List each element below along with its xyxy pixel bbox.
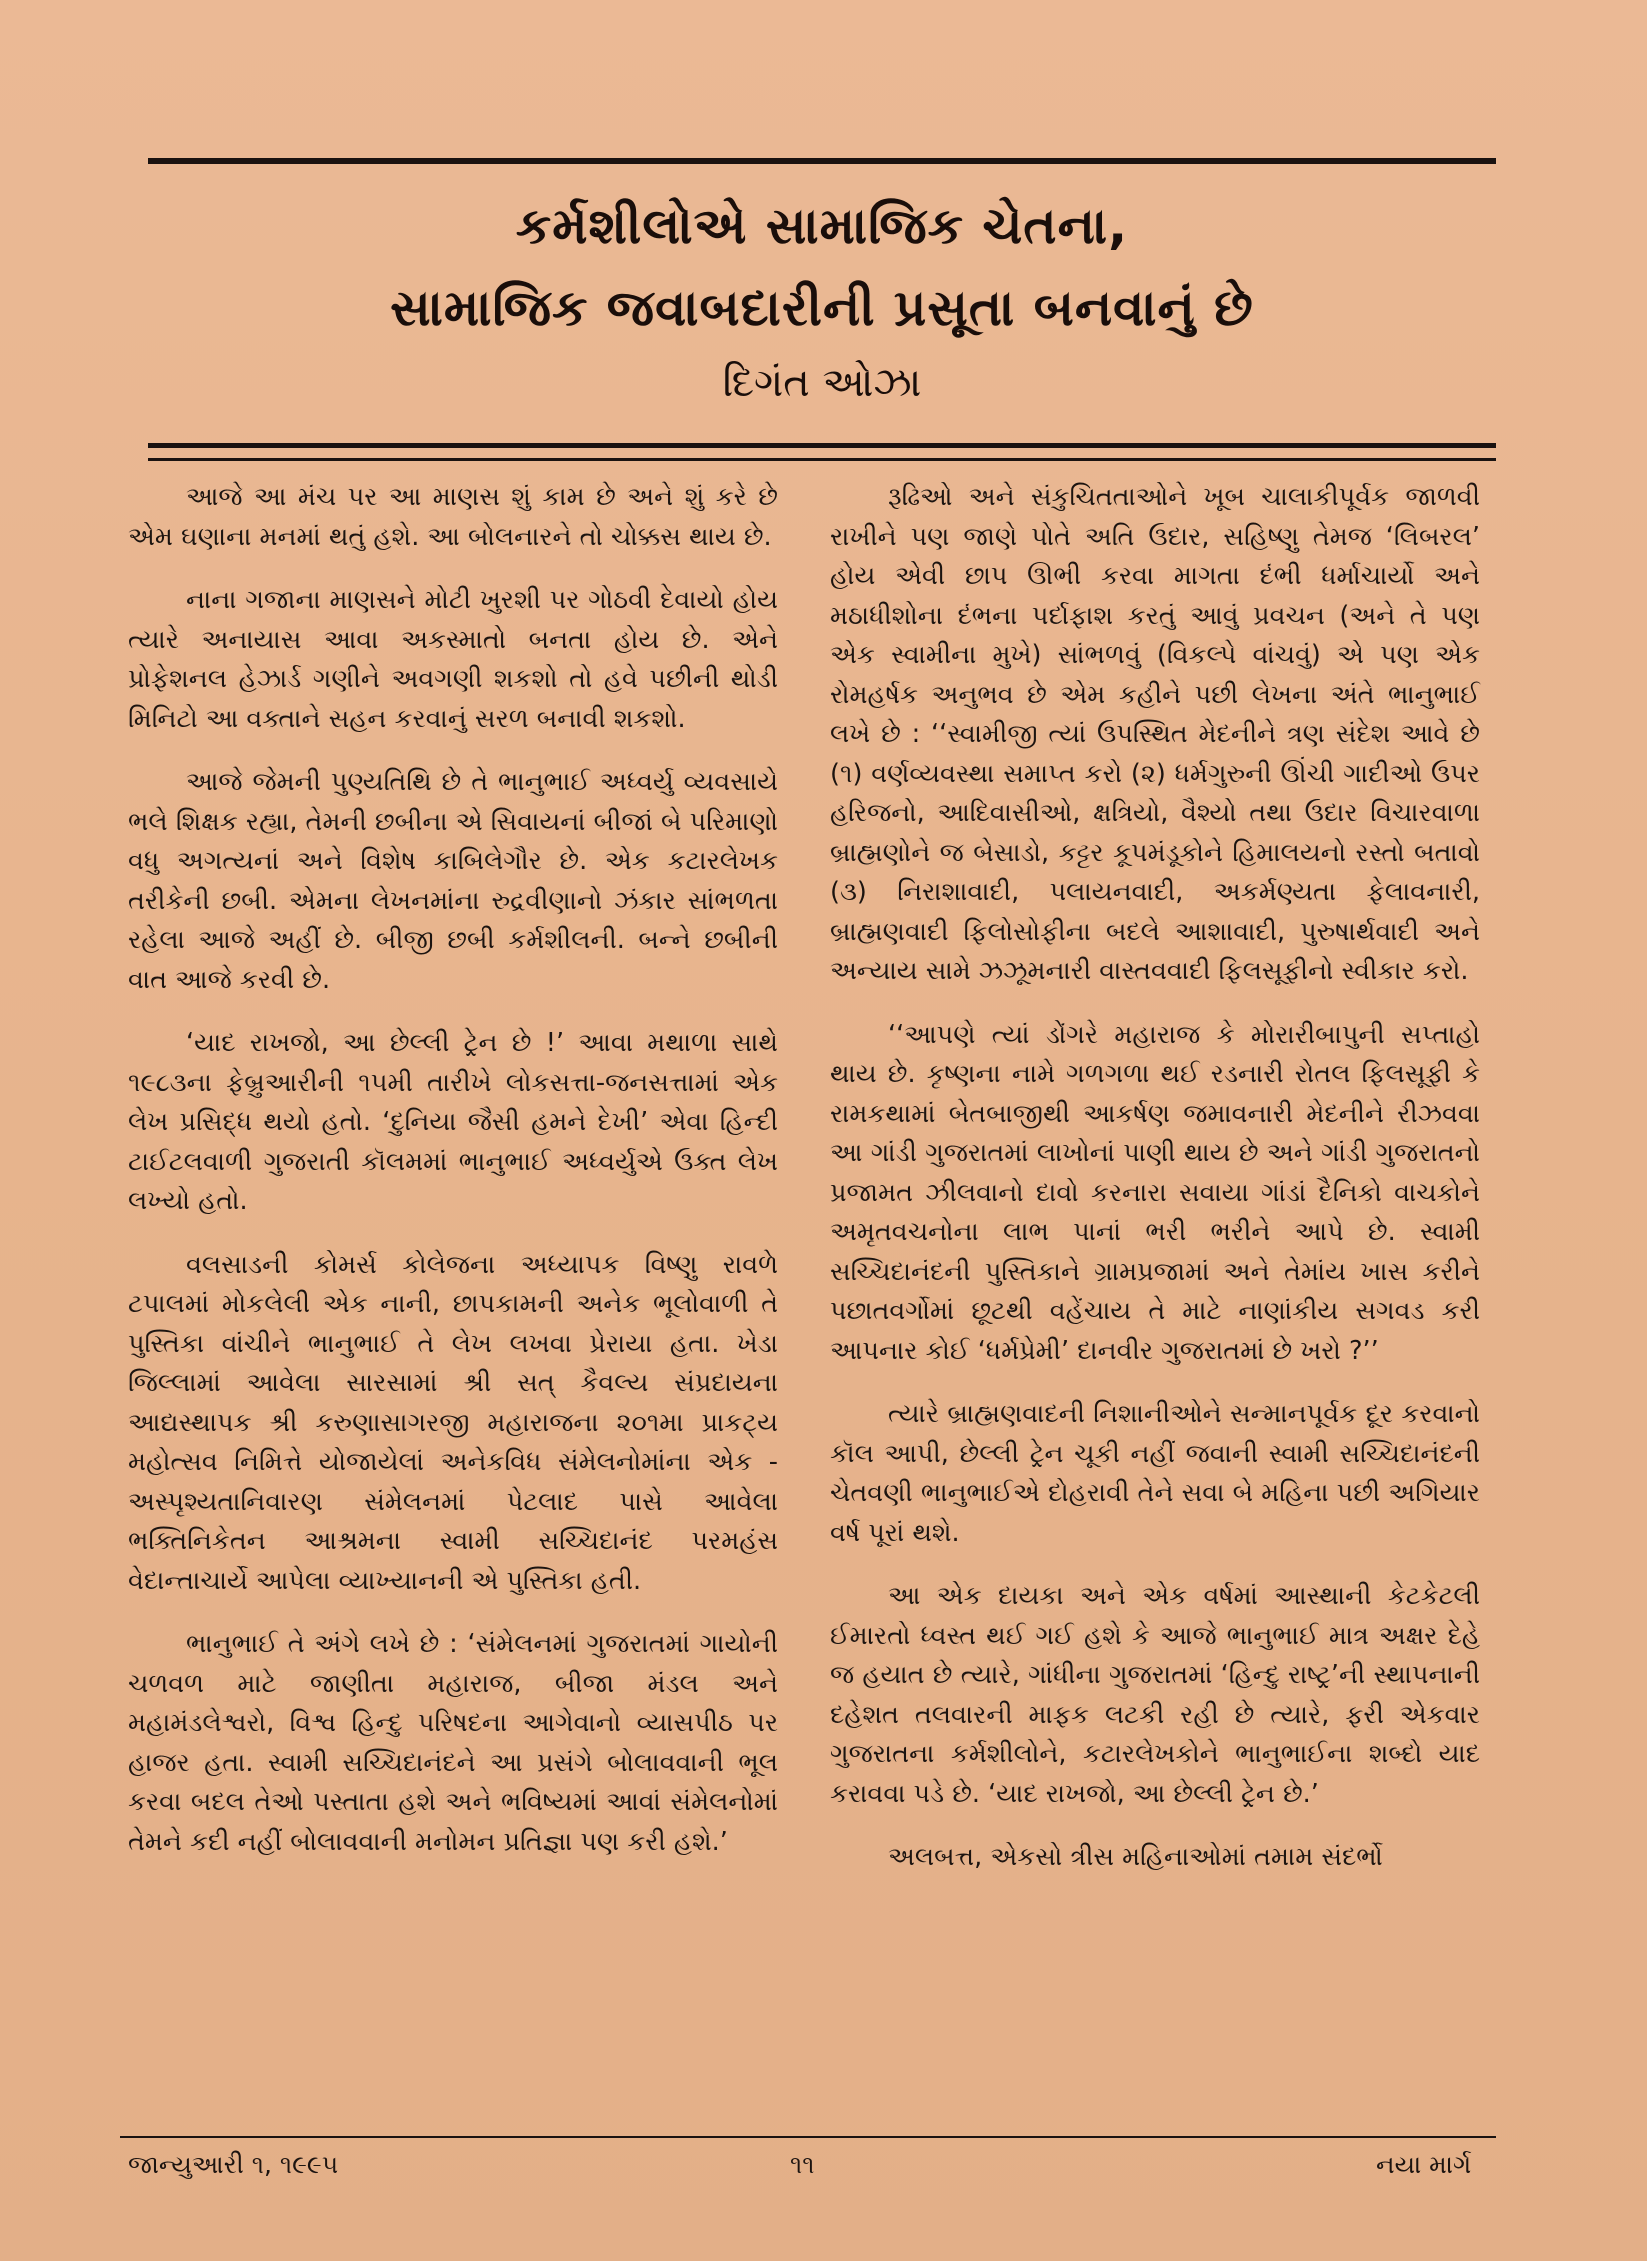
article-header [148,185,1496,413]
article-title-line-2: સામાજિક જવાબદારીની પ્રસૂતા બનવાનું છે [390,279,1254,337]
header-rule-thin [148,458,1496,461]
header-rule-thick [148,443,1496,448]
paragraph: ત્યારે બ્રાહ્મણવાદની નિશાનીઓને સન્માનપૂર્વક દૂર કરવાનો કૉલ આપી, છેલ્લી ટ્રેન ચૂકી નહીં જવાની સ્વામી સચ્ચિદાનંદની ચેતવણી ભાનુભાઈએ દોહરાવી તેને સવા બે મહિના પછી અગિયાર વર્ષ પૂરાં થશે. [830,1399,1480,1548]
article-author: દિગંત ઓઝા [722,360,922,406]
paragraph: આજે આ મંચ પર આ માણસ શું કામ છે અને શું કરે છે એમ ઘણાના મનમાં થતું હશે. આ બોલનારને તો ચોક્કસ થાય છે. [128,482,778,552]
paragraph: નાના ગજાના માણસને મોટી ખુરશી પર ગોઠવી દેવાયો હોય ત્યારે અનાયાસ આવા અકસ્માતો બનતા હોય છે. એને પ્રોફેશનલ હેઝાર્ડ ગણીને અવગણી શકશો તો હવે પછીની થોડી મિનિટો આ વક્તાને સહન કરવાનું સરળ બનાવી શકશો. [128,585,778,734]
paragraph: વલસાડની કોમર્સ કોલેજના અધ્યાપક વિષ્ણુ રાવળે ટપાલમાં મોકલેલી એક નાની, છાપકામની અનેક ભૂલોવાળી તે પુસ્તિકા વાંચીને ભાનુભાઈ તે લેખ લખવા પ્રેરાયા હતા. ખેડા જિલ્લામાં આવેલા સારસામાં શ્રી સત્ કૈવલ્ય સંપ્રદાયના આદ્યસ્થાપક શ્રી કરુણાસાગરજી મહારાજના ૨૦૧મા પ્રાકટ્ય મહોત્સવ નિમિત્તે યોજાયેલાં અનેકવિધ સંમેલનોમાંના એક - અસ્પૃશ્યતાનિવારણ સંમેલનમાં પેટલાદ પાસે આવેલા ભક્તિનિકેતન આશ્રમના સ્વામી સચ્ચિદાનંદ પરમહંસ વેદાન્તાચાર્યે આપેલા વ્યાખ્યાનની એ પુસ્તિકા હતી. [128,1249,778,1596]
article-title-line-1: કર્મશીલોએ સામાજિક ચેતના, [515,197,1129,255]
paragraph: રૂઢિઓ અને સંકુચિતતાઓને ખૂબ ચાલાકીપૂર્વક જાળવી રાખીને પણ જાણે પોતે અતિ ઉદાર, સહિષ્ણુ તેમજ ‘લિબરલ’ હોય એવી છાપ ઊભી કરવા માગતા દંભી ધર્માચાર્યો અને મઠાધીશોના દંભના પર્દાફાશ કરતું આવું પ્રવચન (અને તે પણ એક સ્વામીના મુખે) સાંભળવું (વિકલ્પે વાંચવું) એ પણ એક રોમહર્ષક અનુભવ છે એમ કહીને પછી લેખના અંતે ભાનુભાઈ લખે છે : ‘‘સ્વામીજી ત્યાં ઉપસ્થિત મેદનીને ત્રણ સંદેશ આવે છે (૧) વર્ણવ્યવસ્થા સમાપ્ત કરો (૨) ધર્મગુરુની ઊંચી ગાદીઓ ઉપર હરિજનો, આદિવાસીઓ, ક્ષત્રિયો, વૈશ્યો તથા ઉદાર વિચારવાળા બ્રાહ્મણોને જ બેસાડો, કટ્ટર કૂપમંડૂકોને હિમાલયનો રસ્તો બતાવો (૩) નિરાશાવાદી, પલાયનવાદી, અકર્મણ્યતા ફેલાવનારી, બ્રાહ્મણવાદી ફિલોસોફીના બદલે આશાવાદી, પુરુષાર્થવાદી અને અન્યાય સામે ઝઝૂમનારી વાસ્તવવાદી ફિલસૂફીનો સ્વીકાર કરો. [830,482,1480,986]
footer-rule [120,2136,1496,2138]
paragraph: ‘યાદ રાખજો, આ છેલ્લી ટ્રેન છે !’ આવા મથાળા સાથે ૧૯૮૩ના ફેબ્રુઆરીની ૧૫મી તારીખે લોકસત્તા-જનસત્તામાં એક લેખ પ્રસિદ્ધ થયો હતો. ‘દુનિયા જૈસી હમને દેખી’ એવા હિન્દી ટાઈટલવાળી ગુજરાતી કૉલમમાં ભાનુભાઈ અધ્વર્યુએ ઉક્ત લેખ લખ્યો હતો. [128,1028,778,1216]
top-rule [148,158,1496,164]
paragraph: આ એક દાયકા અને એક વર્ષમાં આસ્થાની કેટકેટલી ઈમારતો ધ્વસ્ત થઈ ગઈ હશે કે આજે ભાનુભાઈ માત્ર અક્ષર દેહે જ હયાત છે ત્યારે, ગાંધીના ગુજરાતમાં ‘હિન્દુ રાષ્ટ્ર’ની સ્થાપનાની દહેશત તલવારની માફક લટકી રહી છે ત્યારે, ફરી એકવાર ગુજરાતના કર્મશીલોને, કટારલેખકોને ભાનુભાઈના શબ્દો યાદ કરાવવા પડે છે. ‘યાદ રાખજો, આ છેલ્લી ટ્રેન છે.’ [830,1581,1480,1809]
paragraph: ભાનુભાઈ તે અંગે લખે છે : ‘સંમેલનમાં ગુજરાતમાં ગાયોની ચળવળ માટે જાણીતા મહારાજ, બીજા મંડલ અને મહામંડલેશ્વરો, વિશ્વ હિન્દુ પરિષદના આગેવાનો વ્યાસપીઠ પર હાજર હતા. સ્વામી સચ્ચિદાનંદને આ પ્રસંગે બોલાવવાની ભૂલ કરવા બદલ તેઓ પસ્તાતા હશે અને ભવિષ્યમાં આવાં સંમેલનોમાં તેમને કદી નહીં બોલાવવાની મનોમન પ્રતિજ્ઞા પણ કરી હશે.’ [128,1629,778,1857]
paragraph: આજે જેમની પુણ્યતિથિ છે તે ભાનુભાઈ અધ્વર્યુ વ્યવસાયે ભલે શિક્ષક રહ્યા, તેમની છબીના એ સિવાયનાં બીજાં બે પરિમાણો વધુ અગત્યનાં અને વિશેષ કાબિલેગૌર છે. એક કટારલેખક તરીકેની છબી. એમના લેખનમાંના રુદ્રવીણાનો ઝંકાર સાંભળતા રહેલા આજે અહીં છે. બીજી છબી કર્મશીલની. બન્ને છબીની વાત આજે કરવી છે. [128,767,778,995]
page-number: ૧૧ [790,2150,815,2179]
footer-date: જાન્યુઆરી ૧, ૧૯૯૫ [128,2150,339,2179]
right-column [830,478,1480,1878]
paragraph: ‘‘આપણે ત્યાં ડોંગરે મહારાજ કે મોરારીબાપુની સપ્તાહો થાય છે. કૃષ્ણના નામે ગળગળા થઈ રડનારી રોતલ ફિલસૂફી કે રામકથામાં બેતબાજીથી આકર્ષણ જમાવનારી મેદનીને રીઝવવા આ ગાંડી ગુજરાતમાં લાખોનાં પાણી થાય છે અને ગાંડી ગુજરાતનો પ્રજામત ઝીલવાનો દાવો કરનારા સવાયા ગાંડાં દૈનિકો વાચકોને અમૃતવચનોના લાભ પાનાં ભરી ભરીને આપે છે. સ્વામી સચ્ચિદાનંદની પુસ્તિકાને ગ્રામપ્રજામાં અને તેમાંય ખાસ કરીને પછાતવર્ગોમાં છૂટથી વહેંચાય તે માટે નાણાંકીય સગવડ કરી આપનાર કોઈ ‘ધર્મપ્રેમી’ દાનવીર ગુજરાતમાં છે ખરો ?’’ [830,1019,1480,1366]
left-column [128,478,778,1862]
paragraph: અલબત્ત, એકસો ત્રીસ મહિનાઓમાં તમામ સંદર્ભો [888,1842,1383,1872]
magazine-name: નયા માર્ગ [1376,2150,1472,2179]
